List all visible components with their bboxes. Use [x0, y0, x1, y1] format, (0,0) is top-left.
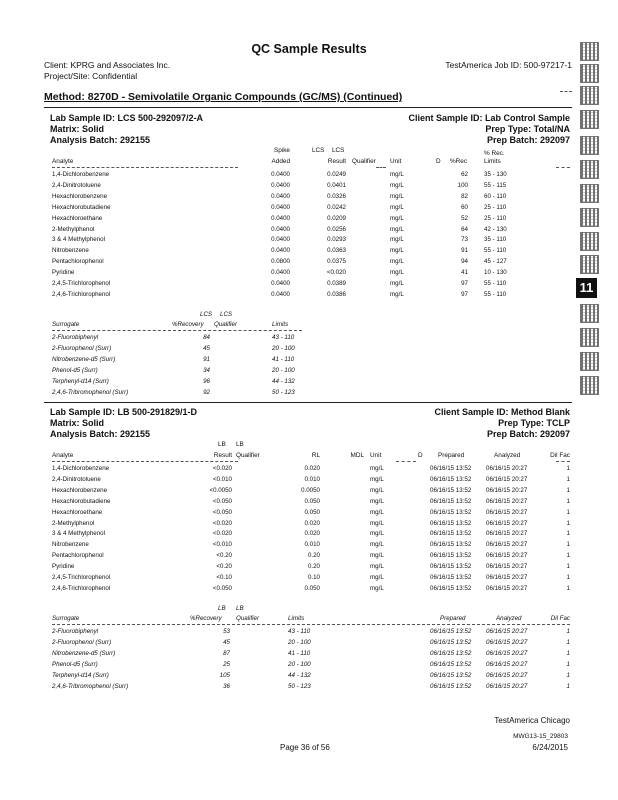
lcs-result: 0.0389 — [327, 280, 346, 287]
side-tab-icon[interactable] — [580, 376, 599, 395]
side-tab-icon[interactable] — [580, 86, 599, 105]
mb-prep-batch: Prep Batch: 292097 — [486, 429, 570, 439]
mb-rl: 0.010 — [304, 475, 320, 483]
mb-surrogate-name: Nitrobenzene-d5 (Surr) — [52, 649, 116, 657]
mb-dil-fac: 1 — [566, 497, 570, 505]
mb-dil-fac: 1 — [566, 465, 570, 472]
mb-surrogate-recovery: 36 — [223, 682, 230, 690]
mb-unit: mg/L — [370, 497, 384, 505]
project-site: Project/Site: Confidential — [44, 71, 138, 81]
lcs-surrogate-name: Terphenyl-d14 (Surr) — [52, 377, 109, 385]
lcs-analyte: 2,4,6-Trichlorophenol — [52, 290, 111, 298]
lcs-result: 0.0363 — [327, 247, 346, 255]
lcs-surrogate-name: Phenol-d5 (Surr) — [52, 366, 98, 374]
mb-surrogate-recovery: 25 — [223, 660, 230, 668]
lcs-limits: 42 - 130 — [484, 225, 507, 233]
mb-col-dil: Dil Fac — [550, 452, 570, 459]
lcs-spike-added: 0.0400 — [271, 171, 290, 178]
mb-rl: 0.050 — [304, 508, 320, 516]
mb-surrogate-limits: 20 - 100 — [288, 638, 311, 646]
lcs-rec: 82 — [461, 192, 468, 200]
lcs-limits: 25 - 110 — [484, 214, 507, 222]
lcs-analyte: Nitrobenzene — [52, 247, 89, 255]
mb-surrogate-name: Phenol-d5 (Surr) — [52, 660, 98, 668]
lcs-spike-added: 0.0400 — [271, 290, 290, 298]
lcs-limits: 10 - 130 — [484, 269, 507, 277]
mb-surr-col-qualifier: Qualifier — [236, 615, 260, 622]
lcs-spike-added: 0.0400 — [271, 269, 290, 277]
lcs-result: 0.0375 — [327, 258, 346, 266]
mb-surrogate-limits: 41 - 110 — [288, 649, 311, 657]
lcs-result: 0.0401 — [327, 181, 346, 189]
lcs-analyte: 2-Methylphenol — [52, 225, 95, 233]
mb-prepared: 06/16/15 13:52 — [430, 574, 472, 581]
mb-prepared: 06/16/15 13:52 — [430, 519, 472, 527]
lcs-analyte: Hexachlorobenzene — [52, 192, 108, 200]
mb-prepared: 06/16/15 13:52 — [430, 563, 472, 571]
mb-surrogate-limits: 20 - 100 — [288, 660, 311, 668]
lcs-prep-batch: Prep Batch: 292097 — [486, 135, 570, 145]
mb-rl: 0.10 — [307, 574, 320, 581]
lcs-limits: 55 - 110 — [484, 290, 507, 298]
footer-doc-id: MWG13-15_29803 — [513, 733, 568, 740]
side-tab-icon[interactable] — [580, 255, 599, 274]
mb-dil-fac: 1 — [566, 552, 570, 560]
lcs-limits: 35 - 110 — [484, 236, 507, 244]
lcs-col-lcs2: LCS — [332, 147, 345, 154]
lcs-unit: mg/L — [390, 171, 404, 178]
mb-unit: mg/L — [370, 475, 384, 483]
lcs-surrogate-name: 2,4,6-Tribromophenol (Surr) — [52, 388, 129, 396]
lcs-surrogate-recovery: 91 — [203, 355, 210, 363]
mb-surrogate-recovery: 87 — [223, 649, 230, 657]
mb-analyte: Hexachlorobenzene — [52, 486, 108, 494]
side-tab-active[interactable]: 11 — [576, 278, 597, 298]
lcs-analyte: 2,4-Dinitrotoluene — [52, 181, 101, 189]
side-tab-icon[interactable] — [580, 64, 599, 83]
lcs-surr-col-limits: Limits — [272, 321, 289, 328]
lcs-col-unit: Unit — [390, 158, 402, 165]
mb-surrogate-recovery: 45 — [223, 638, 230, 646]
lcs-unit: mg/L — [390, 225, 404, 233]
lcs-rec: 100 — [457, 181, 468, 189]
section-divider — [44, 402, 572, 403]
mb-surrogate-prepared: 06/16/15 13:52 — [430, 671, 472, 679]
mb-surrogate-dil-fac: 1 — [566, 638, 570, 646]
lcs-limits: 60 - 110 — [484, 192, 507, 200]
mb-analyte: 3 & 4 Methylphenol — [52, 530, 105, 538]
mb-prepared: 06/16/15 13:52 — [430, 486, 472, 494]
lcs-analyte: 3 & 4 Methylphenol — [52, 236, 105, 244]
lcs-matrix: Matrix: Solid — [50, 124, 105, 134]
mb-col-result: Result — [213, 452, 232, 459]
lcs-spike-added: 0.0400 — [271, 225, 290, 233]
mb-analyzed: 06/16/15 20:27 — [486, 465, 528, 472]
lcs-col-rec: %Rec — [450, 158, 468, 165]
lcs-result: 0.0293 — [327, 236, 346, 244]
lcs-spike-added: 0.0400 — [271, 247, 290, 255]
lcs-surr-col-surrogate: Surrogate — [52, 321, 80, 328]
lcs-unit: mg/L — [390, 181, 404, 189]
mb-rl: 0.20 — [307, 563, 320, 571]
lcs-result: 0.0256 — [327, 225, 346, 233]
mb-prepared: 06/16/15 13:52 — [430, 508, 472, 516]
lcs-analyte: Pentachlorophenol — [52, 258, 104, 266]
lcs-limits: 55 - 110 — [484, 247, 507, 255]
mb-rl: 0.050 — [304, 584, 320, 592]
lcs-limits: 25 - 110 — [484, 203, 507, 211]
lcs-rec: 91 — [461, 247, 468, 255]
mb-dil-fac: 1 — [566, 508, 570, 516]
lcs-rec: 60 — [461, 203, 468, 211]
mb-unit: mg/L — [370, 574, 384, 581]
side-tab-icon[interactable] — [580, 232, 599, 251]
lcs-col-spike: Spike — [274, 147, 290, 154]
mb-analyte: 2,4-Dinitrotoluene — [52, 475, 101, 483]
mb-dil-fac: 1 — [566, 541, 570, 549]
footer-page-number: Page 36 of 56 — [280, 743, 330, 752]
side-tab-icon[interactable] — [580, 110, 599, 129]
mb-analyzed: 06/16/15 20:27 — [486, 486, 528, 494]
mb-unit: mg/L — [370, 530, 384, 538]
mb-analyzed: 06/16/15 20:27 — [486, 519, 528, 527]
mb-dil-fac: 1 — [566, 574, 570, 581]
lcs-spike-added: 0.0400 — [271, 203, 290, 211]
lcs-result: 0.0249 — [327, 171, 346, 178]
lcs-spike-added: 0.0400 — [271, 214, 290, 222]
mb-col-unit: Unit — [370, 452, 382, 459]
lcs-rec: 97 — [461, 280, 468, 287]
mb-result: <0.10 — [216, 574, 232, 581]
lcs-col-qualifier: Qualifier — [352, 158, 376, 165]
lcs-analyte: Pyridine — [52, 269, 75, 277]
mb-surrogate-dil-fac: 1 — [566, 660, 570, 668]
lcs-surrogate-name: 2-Fluorobiphenyl — [52, 334, 99, 341]
lcs-col-result: Result — [327, 158, 346, 165]
mb-surrogate-prepared: 06/16/15 13:52 — [430, 628, 472, 635]
lcs-surr-col-lcs1: LCS — [200, 311, 213, 318]
lcs-limits: 55 - 115 — [484, 181, 507, 189]
mb-surrogate-analyzed: 06/16/15 20:27 — [486, 660, 528, 668]
mb-surrogate-dil-fac: 1 — [566, 628, 570, 635]
lcs-analyte: 2,4,5-Trichlorophenol — [52, 280, 111, 287]
mb-dil-fac: 1 — [566, 475, 570, 483]
mb-result: <0.020 — [212, 530, 232, 538]
mb-dil-fac: 1 — [566, 530, 570, 538]
mb-analyte: Nitrobenzene — [52, 541, 89, 549]
mb-surr-col-lb1: LB — [218, 605, 226, 612]
mb-prepared: 06/16/15 13:52 — [430, 584, 472, 592]
lcs-rec: 64 — [461, 225, 468, 233]
mb-surrogate-dil-fac: 1 — [566, 682, 570, 690]
lcs-surr-col-recovery: %Recovery — [172, 321, 204, 328]
mb-analyzed: 06/16/15 20:27 — [486, 508, 528, 516]
mb-col-rl: RL — [311, 452, 320, 459]
mb-rl: 0.050 — [304, 497, 320, 505]
mb-result: <0.20 — [216, 552, 232, 560]
mb-unit: mg/L — [370, 541, 384, 549]
mb-surrogate-prepared: 06/16/15 13:52 — [430, 638, 472, 646]
mb-surrogate-name: 2,4,6-Tribromophenol (Surr) — [52, 682, 129, 690]
lcs-surr-col-lcs2: LCS — [220, 311, 233, 318]
mb-prepared: 06/16/15 13:52 — [430, 552, 472, 560]
footer-date: 6/24/2015 — [532, 743, 568, 752]
lcs-surrogate-limits: 50 - 123 — [272, 388, 295, 396]
mb-rl: 0.020 — [304, 465, 320, 472]
side-tab-icon[interactable] — [580, 304, 599, 323]
lcs-lab-sample-id: Lab Sample ID: LCS 500-292097/2-A — [50, 113, 204, 123]
mb-surrogate-analyzed: 06/16/15 20:27 — [486, 638, 528, 646]
mb-analyte: Pentachlorophenol — [52, 552, 104, 560]
lcs-surr-col-qualifier: Qualifier — [214, 321, 238, 328]
mb-analyte: 2-Methylphenol — [52, 519, 95, 527]
job-id: TestAmerica Job ID: 500-97217-1 — [445, 60, 572, 70]
mb-prepared: 06/16/15 13:52 — [430, 497, 472, 505]
mb-unit: mg/L — [370, 519, 384, 527]
lcs-surrogate-recovery: 92 — [203, 388, 210, 396]
lcs-surrogate-limits: 20 - 100 — [272, 366, 295, 374]
mb-surr-col-analyzed: Analyzed — [496, 615, 522, 622]
mb-col-d: D — [418, 452, 423, 459]
lcs-result: 0.0242 — [327, 203, 346, 211]
mb-surrogate-recovery: 53 — [223, 628, 230, 635]
mb-result: <0.0050 — [209, 486, 232, 494]
mb-analyzed: 06/16/15 20:27 — [486, 541, 528, 549]
page-title: QC Sample Results — [251, 42, 367, 56]
mb-col-analyzed: Analyzed — [494, 452, 521, 459]
mb-analyzed: 06/16/15 20:27 — [486, 530, 528, 538]
lcs-spike-added: 0.0800 — [271, 258, 290, 266]
side-tab-icon[interactable] — [580, 136, 599, 155]
mb-unit: mg/L — [370, 508, 384, 516]
lcs-surrogate-limits: 20 - 100 — [272, 344, 295, 352]
side-tab-icon[interactable] — [580, 160, 599, 179]
lcs-spike-added: 0.0400 — [271, 236, 290, 244]
mb-dil-fac: 1 — [566, 563, 570, 571]
lcs-surrogate-limits: 44 - 132 — [272, 377, 295, 385]
mb-surrogate-prepared: 06/16/15 13:52 — [430, 660, 472, 668]
mb-dil-fac: 1 — [566, 584, 570, 592]
mb-analyte: 2,4,6-Trichlorophenol — [52, 584, 111, 592]
mb-unit: mg/L — [370, 465, 384, 472]
mb-surrogate-limits: 44 - 132 — [288, 671, 311, 679]
lcs-col-rec-pct: % Rec. — [484, 150, 505, 157]
lcs-surrogate-recovery: 34 — [203, 366, 210, 374]
mb-prepared: 06/16/15 13:52 — [430, 475, 472, 483]
lcs-client-sample-id: Client Sample ID: Lab Control Sample — [408, 113, 570, 123]
mb-dil-fac: 1 — [566, 486, 570, 494]
mb-result: <0.050 — [212, 497, 232, 505]
lcs-analyte: 1,4-Dichlorobenzene — [52, 171, 110, 178]
mb-result: <0.020 — [212, 519, 232, 527]
mb-col-prepared: Prepared — [438, 452, 465, 459]
mb-surrogate-dil-fac: 1 — [566, 649, 570, 657]
lcs-col-analyte: Analyte — [52, 158, 74, 165]
lcs-result: 0.0386 — [327, 290, 346, 298]
mb-rl: 0.20 — [307, 552, 320, 560]
lcs-rec: 62 — [461, 171, 468, 178]
lcs-rec: 73 — [461, 236, 468, 244]
lcs-surrogate-recovery: 84 — [203, 334, 210, 341]
lcs-surrogate-name: Nitrobenzene-d5 (Surr) — [52, 355, 116, 363]
mb-surr-col-prepared: Prepared — [440, 615, 466, 622]
mb-unit: mg/L — [370, 563, 384, 571]
mb-lab-sample-id: Lab Sample ID: LB 500-291829/1-D — [50, 407, 198, 417]
lcs-col-d: D — [436, 158, 441, 165]
lcs-spike-added: 0.0400 — [271, 280, 290, 287]
lcs-unit: mg/L — [390, 236, 404, 244]
mb-result: <0.010 — [212, 541, 232, 549]
mb-surrogate-limits: 43 - 110 — [288, 628, 311, 635]
mb-prepared: 06/16/15 13:52 — [430, 541, 472, 549]
mb-surr-col-lb2: LB — [236, 605, 244, 612]
lcs-rec: 97 — [461, 290, 468, 298]
mb-surrogate-prepared: 06/16/15 13:52 — [430, 649, 472, 657]
lcs-surrogate-name: 2-Fluorophenol (Surr) — [52, 344, 112, 352]
mb-surr-col-surrogate: Surrogate — [52, 615, 80, 622]
mb-col-analyte: Analyte — [52, 452, 74, 459]
mb-result: <0.20 — [216, 563, 232, 571]
footer-lab-name: TestAmerica Chicago — [494, 716, 570, 725]
mb-surrogate-name: 2-Fluorobiphenyl — [52, 628, 99, 635]
lcs-unit: mg/L — [390, 269, 404, 277]
lcs-unit: mg/L — [390, 192, 404, 200]
mb-surrogate-analyzed: 06/16/15 20:27 — [486, 671, 528, 679]
lcs-surrogate-recovery: 96 — [203, 377, 210, 385]
mb-analyzed: 06/16/15 20:27 — [486, 563, 528, 571]
mb-analyte: Hexachloroethane — [52, 508, 103, 516]
lcs-surrogate-recovery: 45 — [203, 344, 210, 352]
method-title: Method: 8270D - Semivolatile Organic Compounds (GC/MS) (Continued) — [44, 91, 403, 103]
lcs-col-limits: Limits — [484, 158, 501, 165]
lcs-limits: 45 - 127 — [484, 258, 507, 266]
lcs-result: 0.0326 — [327, 192, 346, 200]
mb-result: <0.050 — [212, 508, 232, 516]
mb-result: <0.050 — [212, 584, 232, 592]
mb-rl: 0.0050 — [301, 486, 320, 494]
lcs-analysis-batch: Analysis Batch: 292155 — [50, 135, 151, 145]
lcs-limits: 35 - 130 — [484, 171, 507, 178]
mb-client-sample-id: Client Sample ID: Method Blank — [434, 407, 570, 417]
mb-surrogate-analyzed: 06/16/15 20:27 — [486, 628, 528, 635]
lcs-unit: mg/L — [390, 258, 404, 266]
mb-surrogate-analyzed: 06/16/15 20:27 — [486, 682, 528, 690]
mb-col-lb1: LB — [218, 441, 226, 448]
side-tab-icon[interactable] — [580, 208, 599, 227]
mb-analysis-batch: Analysis Batch: 292155 — [50, 429, 151, 439]
mb-surr-col-limits: Limits — [288, 615, 305, 622]
mb-rl: 0.020 — [304, 519, 320, 527]
mb-surrogate-prepared: 06/16/15 13:52 — [430, 682, 472, 690]
lcs-spike-added: 0.0400 — [271, 181, 290, 189]
lcs-limits: 55 - 110 — [484, 280, 507, 287]
mb-result: <0.020 — [212, 465, 232, 472]
mb-surrogate-limits: 50 - 123 — [288, 682, 311, 690]
lcs-rec: 41 — [461, 269, 468, 277]
mb-surrogate-dil-fac: 1 — [566, 671, 570, 679]
lcs-unit: mg/L — [390, 203, 404, 211]
mb-analyte: Hexachlorobutadiene — [52, 497, 111, 505]
mb-surr-col-recovery: %Recovery — [190, 615, 222, 622]
mb-analyzed: 06/16/15 20:27 — [486, 584, 528, 592]
mb-rl: 0.010 — [304, 541, 320, 549]
mb-surrogate-analyzed: 06/16/15 20:27 — [486, 649, 528, 657]
mb-unit: mg/L — [370, 486, 384, 494]
mb-rl: 0.020 — [304, 530, 320, 538]
mb-analyzed: 06/16/15 20:27 — [486, 552, 528, 560]
side-tab-icon[interactable] — [580, 352, 599, 371]
lcs-unit: mg/L — [390, 280, 404, 287]
mb-surrogate-name: Terphenyl-d14 (Surr) — [52, 671, 109, 679]
lcs-result: 0.0209 — [327, 214, 346, 222]
side-tab-icon[interactable] — [580, 184, 599, 203]
side-tab-icon[interactable] — [580, 42, 599, 61]
lcs-analyte: Hexachlorobutadiene — [52, 203, 111, 211]
mb-analyte: Pyridine — [52, 563, 75, 571]
lcs-col-lcs1: LCS — [312, 147, 325, 154]
mb-prepared: 06/16/15 13:52 — [430, 465, 472, 472]
mb-surr-col-dil: Dil Fac — [550, 615, 570, 622]
side-tab-icon[interactable] — [580, 328, 599, 347]
lcs-result: <0.020 — [326, 269, 346, 277]
lcs-surrogate-limits: 41 - 110 — [272, 355, 295, 363]
mb-col-mdl: MDL — [350, 452, 364, 459]
lcs-unit: mg/L — [390, 214, 404, 222]
mb-unit: mg/L — [370, 552, 384, 560]
lcs-spike-added: 0.0400 — [271, 192, 290, 200]
mb-result: <0.010 — [212, 475, 232, 483]
mb-col-qualifier: Qualifier — [236, 452, 260, 459]
lcs-analyte: Hexachloroethane — [52, 214, 103, 222]
mb-unit: mg/L — [370, 584, 384, 592]
mb-surrogate-recovery: 105 — [219, 671, 230, 679]
mb-col-lb2: LB — [236, 441, 244, 448]
lcs-unit: mg/L — [390, 247, 404, 255]
lcs-surrogate-limits: 43 - 110 — [272, 334, 295, 341]
mb-analyzed: 06/16/15 20:27 — [486, 574, 528, 581]
client-name: Client: KPRG and Associates Inc. — [44, 60, 171, 70]
lcs-col-added: Added — [271, 158, 290, 165]
lcs-prep-type: Prep Type: Total/NA — [485, 124, 570, 134]
mb-analyzed: 06/16/15 20:27 — [486, 497, 528, 505]
mb-analyte: 1,4-Dichlorobenzene — [52, 465, 110, 472]
mb-surrogate-name: 2-Fluorophenol (Surr) — [52, 638, 112, 646]
lcs-rec: 94 — [461, 258, 468, 266]
mb-prepared: 06/16/15 13:52 — [430, 530, 472, 538]
mb-analyzed: 06/16/15 20:27 — [486, 475, 528, 483]
mb-matrix: Matrix: Solid — [50, 418, 105, 428]
lcs-rec: 52 — [461, 214, 468, 222]
mb-dil-fac: 1 — [566, 519, 570, 527]
section-divider — [44, 107, 572, 108]
lcs-unit: mg/L — [390, 290, 404, 298]
mb-analyte: 2,4,5-Trichlorophenol — [52, 574, 111, 581]
mb-prep-type: Prep Type: TCLP — [498, 418, 570, 428]
